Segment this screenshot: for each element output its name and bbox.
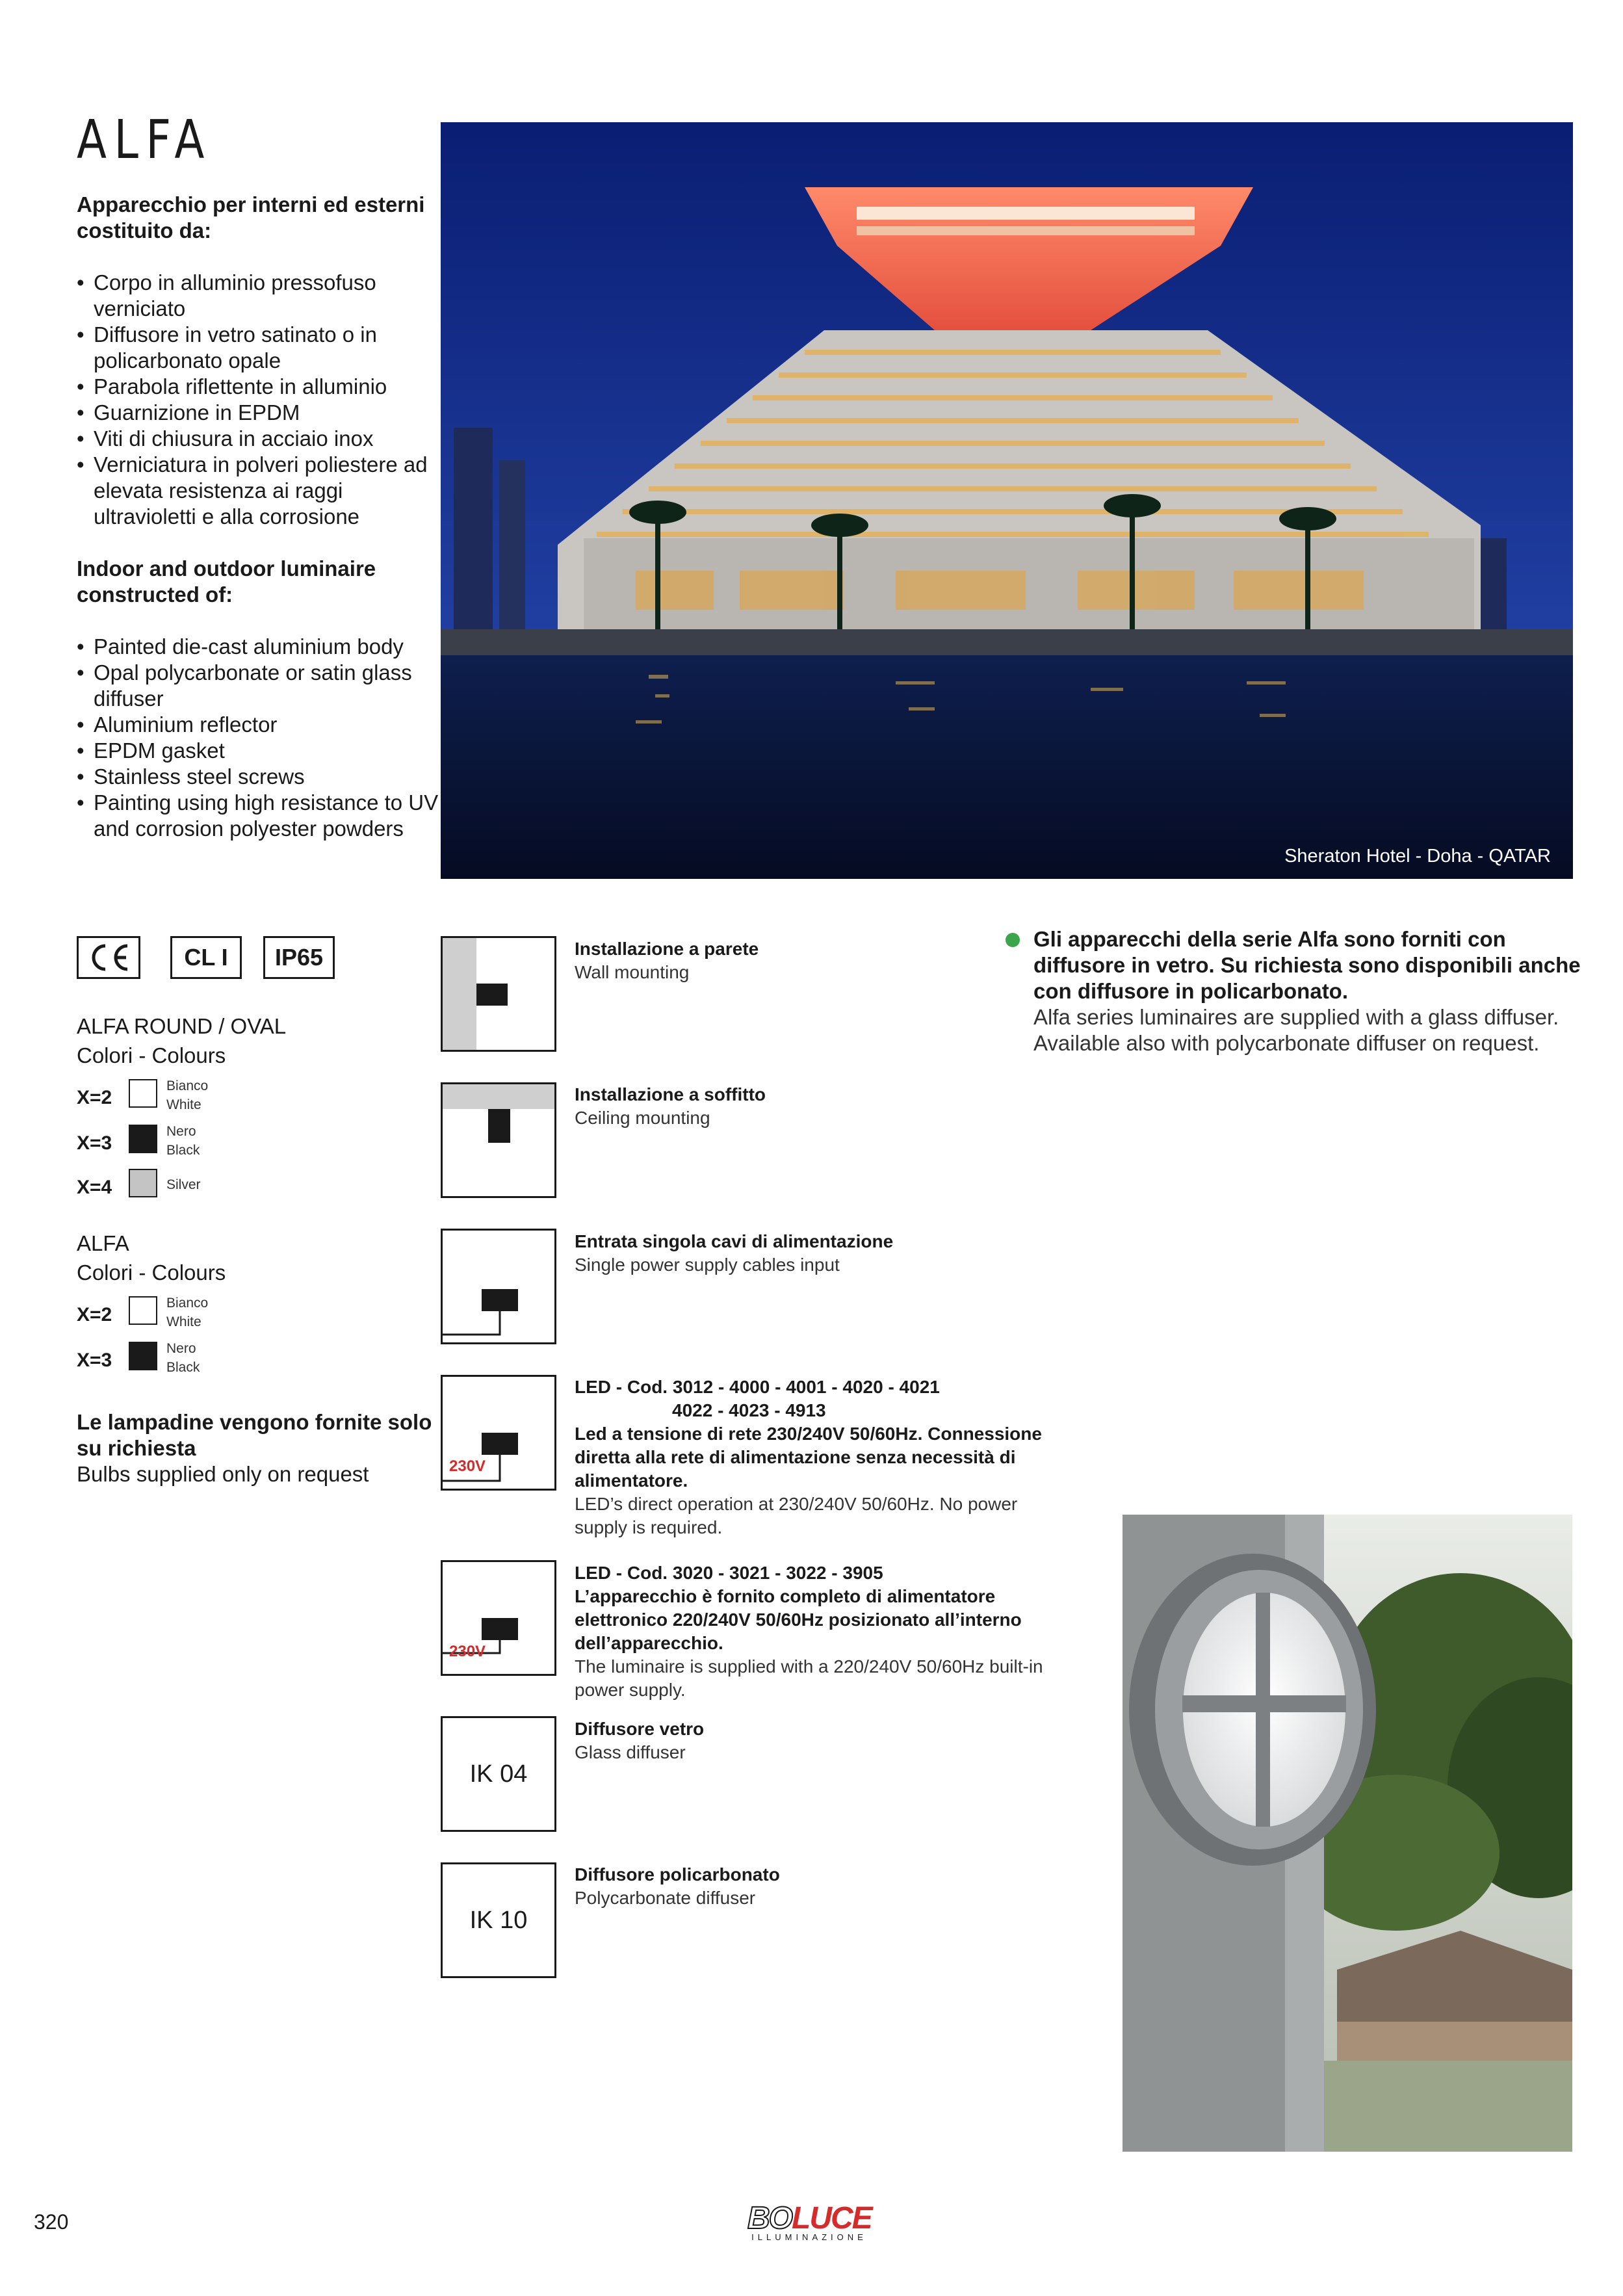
silver-swatch <box>129 1169 157 1197</box>
note-en: Alfa series luminaires are supplied with a glass diffuser. Available also with polycarbonate diffuser on request. <box>1033 1005 1559 1055</box>
ceiling-mounting-icon <box>441 1082 556 1198</box>
features-it-list <box>77 270 441 530</box>
glass-diffuser-text: Diffusore vetro Glass diffuser <box>575 1719 705 1762</box>
bulbs-note <box>77 1409 441 1487</box>
wall-mounting-icon <box>441 936 556 1052</box>
polycarbonate-diffuser-text: Diffusore policarbonato Polycarbonate diffuser <box>575 1864 780 1908</box>
swatch-code: X=2 <box>77 1087 112 1108</box>
bullet-dot-icon <box>1006 933 1020 947</box>
list-item: • Painting using high resistance to UV and corrosion polyester powders <box>77 790 441 842</box>
led-direct-text: LED - Cod. 3012 - 4000 - 4001 - 4020 - 4021 4022 - 4023 - 4913 Led a tensione di rete 230/240V 50/60Hz. Connessione diretta alla rete di alimentazione senza necessità di alimentatore. LED’s direct operation at 230/240V 50/60Hz. No power supply is required. <box>575 1377 1042 1537</box>
product-photo <box>1123 1515 1572 2152</box>
ce-mark-badge <box>77 936 140 979</box>
ik10-rating-icon: IK 10 <box>441 1862 556 1978</box>
list-item: • Verniciatura in polveri poliestere ad elevata resistenza ai raggi ultravioletti e alla corrosione <box>77 452 441 530</box>
list-item: • Diffusore in vetro satinato o in policarbonato opale <box>77 322 441 374</box>
list-item: • Corpo in alluminio pressofuso verniciato <box>77 270 441 322</box>
led-direct-icon <box>441 1375 556 1491</box>
swatch-name: Nero Black <box>166 1341 200 1375</box>
swatch-code: X=3 <box>77 1350 112 1371</box>
led-power-supply-icon <box>441 1560 556 1676</box>
cable-input-text: Entrata singola cavi di alimentazione Single power supply cables input <box>575 1231 894 1275</box>
product-description <box>77 192 441 868</box>
photo-caption: Sheraton Hotel - Doha - QATAR <box>1284 846 1551 867</box>
voltage-tag: 230V <box>449 1457 486 1475</box>
ce-mark-icon <box>86 942 131 973</box>
brand-logo: BOLUCE ILLUMINAZIONE <box>747 2201 872 2242</box>
list-item: • Aluminium reflector <box>77 712 441 738</box>
list-item: • Stainless steel screws <box>77 764 441 790</box>
ceiling-mounting-text: Installazione a soffitto Ceiling mounting <box>575 1084 766 1128</box>
list-item: • Parabola riflettente in alluminio <box>77 374 441 400</box>
page-number: 320 <box>34 2210 69 2234</box>
page-title: ALFA <box>77 109 212 171</box>
class-badge: CL I <box>170 936 242 979</box>
ik04-rating-icon: IK 04 <box>441 1716 556 1832</box>
bulbs-en: Bulbs supplied only on request <box>77 1462 369 1486</box>
swatch-name: Bianco White <box>166 1078 209 1112</box>
black-swatch <box>129 1125 157 1153</box>
swatch-code: X=4 <box>77 1177 112 1198</box>
diffuser-note <box>1010 926 1582 1056</box>
features-en-list <box>77 634 441 842</box>
intro-it-heading: Apparecchio per interni ed esterni costituito da: <box>77 192 425 242</box>
colours-label: Colori - Colours <box>77 1043 226 1067</box>
note-it: Gli apparecchi della serie Alfa sono forniti con diffusore in vetro. Su richiesta sono disponibili anche con diffusore in policarbonato. <box>1033 927 1581 1003</box>
round-oval-heading <box>77 1011 286 1070</box>
intro-en-heading: Indoor and outdoor luminaire constructed of: <box>77 556 376 607</box>
swatch-code: X=3 <box>77 1132 112 1154</box>
voltage-tag: 230V <box>449 1643 486 1660</box>
led-power-supply-text: LED - Cod. 3020 - 3021 - 3022 - 3905 L’apparecchio è fornito completo di alimentatore elettronico 220/240V 50/60Hz posizionato all’interno dell’apparecchio. The luminaire is supplied with a 220/240V 50/60Hz built-in power supply. <box>575 1563 1043 1700</box>
alfa-heading <box>77 1229 226 1287</box>
swatch-code: X=2 <box>77 1304 112 1325</box>
colours-label: Colori - Colours <box>77 1260 226 1285</box>
swatch-name: Silver <box>166 1177 201 1192</box>
bulbs-it: Le lampadine vengono fornite solo su richiesta <box>77 1410 432 1460</box>
product-photo-illustration <box>1123 1515 1572 2152</box>
white-swatch <box>129 1296 157 1325</box>
list-item: • Viti di chiusura in acciaio inox <box>77 426 441 452</box>
hotel-photo-illustration <box>441 122 1573 879</box>
alfa-name: ALFA <box>77 1231 129 1255</box>
list-item: • Guarnizione in EPDM <box>77 400 441 426</box>
round-oval-name: ALFA ROUND / OVAL <box>77 1014 287 1038</box>
black-swatch <box>129 1342 157 1370</box>
list-item: • EPDM gasket <box>77 738 441 764</box>
swatch-name: Nero Black <box>166 1124 200 1158</box>
swatch-name: Bianco White <box>166 1296 209 1329</box>
white-swatch <box>129 1079 157 1108</box>
ip-rating-badge: IP65 <box>263 936 335 979</box>
cable-input-icon <box>441 1229 556 1344</box>
list-item: • Painted die-cast aluminium body <box>77 634 441 660</box>
hotel-photo <box>441 122 1573 879</box>
list-item: • Opal polycarbonate or satin glass diffuser <box>77 660 441 712</box>
wall-mounting-text: Installazione a parete Wall mounting <box>575 939 759 982</box>
